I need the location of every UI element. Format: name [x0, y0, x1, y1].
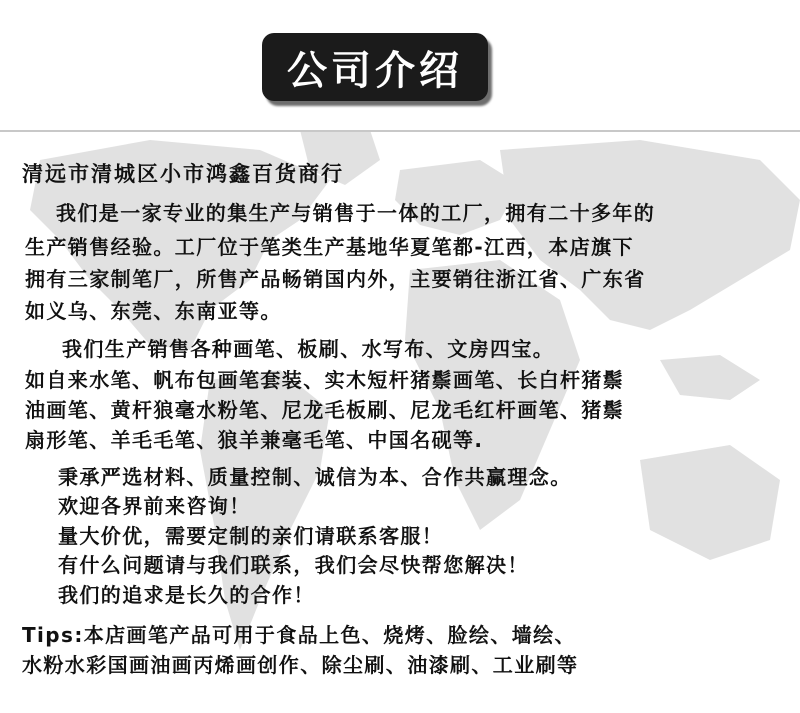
tips-line: Tips:本店画笔产品可用于食品上色、烧烤、脸绘、墙绘、	[22, 623, 576, 647]
slogan-line: 秉承严选材料、质量控制、诚信为本、合作共赢理念。	[58, 465, 572, 489]
header	[0, 0, 800, 132]
intro-line: 生产销售经验。工厂位于笔类生产基地华夏笔都-江西，本店旗下	[25, 235, 634, 259]
slogan-line: 量大价优，需要定制的亲们请联系客服！	[58, 524, 444, 548]
intro-line: 如义乌、东莞、东南亚等。	[25, 299, 282, 323]
products-line: 如自来水笔、帆布包画笔套装、实木短杆猪鬃画笔、长白杆猪鬃	[25, 368, 625, 392]
tips-line: 水粉水彩国画油画丙烯画创作、除尘刷、油漆刷、工业刷等	[22, 653, 579, 677]
slogan-line: 欢迎各界前来咨询！	[58, 494, 251, 518]
page-title: 公司介绍	[287, 47, 463, 94]
slogan-line: 有什么问题请与我们联系，我们会尽快帮您解决！	[58, 553, 529, 577]
map-southeast-asia	[660, 355, 760, 400]
products-line: 我们生产销售各种画笔、板刷、水写布、文房四宝。	[62, 337, 555, 361]
products-line: 油画笔、黄杆狼毫水粉笔、尼龙毛板刷、尼龙毛红杆画笔、猪鬃	[25, 398, 625, 422]
header-divider	[0, 130, 800, 132]
company-name: 清远市清城区小市鸿鑫百货商行	[22, 162, 344, 186]
intro-line: 我们是一家专业的集生产与销售于一体的工厂，拥有二十多年的	[56, 201, 656, 225]
products-line: 扇形笔、羊毛毛笔、狼羊兼毫毛笔、中国名砚等.	[25, 428, 484, 452]
map-australia	[640, 445, 780, 560]
title-badge	[262, 33, 488, 101]
slogan-line: 我们的追求是长久的合作！	[58, 583, 315, 607]
intro-line: 拥有三家制笔厂，所售产品畅销国内外，主要销往浙江省、广东省	[25, 267, 646, 291]
